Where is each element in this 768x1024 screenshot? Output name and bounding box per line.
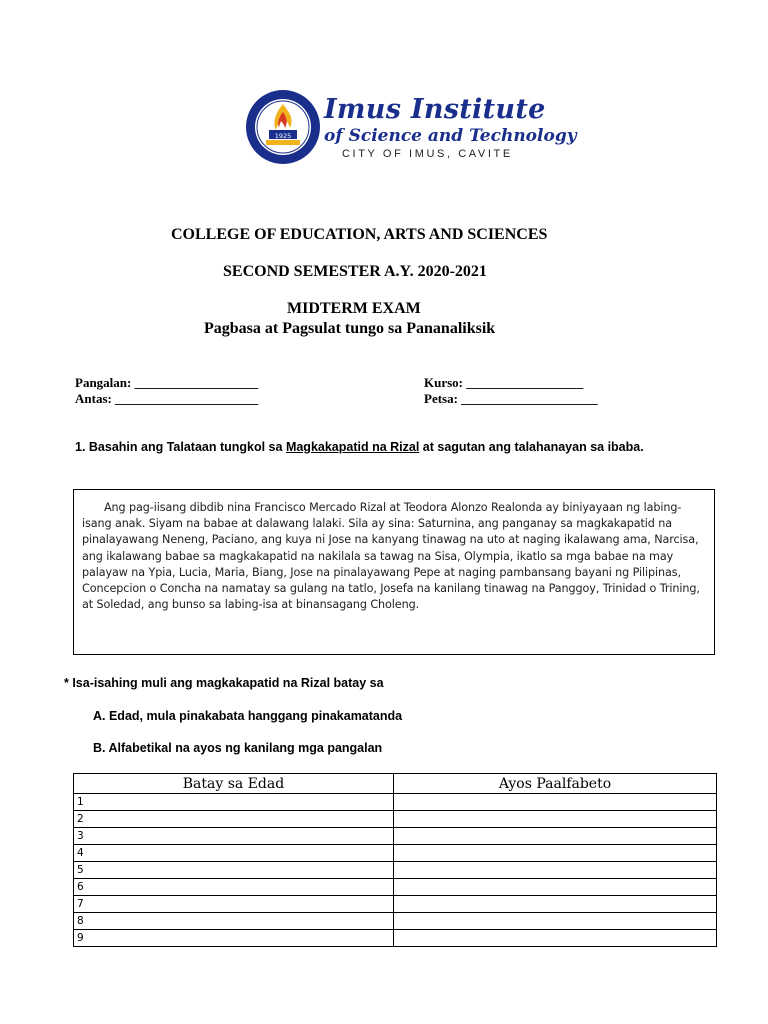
semester-heading: SECOND SEMESTER A.Y. 2020-2021 [223, 263, 487, 280]
task-instruction: * Isa-isahing muli ang magkakapatid na Rizal batay sa [64, 676, 384, 690]
table-row [74, 862, 717, 879]
pangalan-field[interactable]: Pangalan: ___________________ [75, 375, 259, 390]
instruction-text: 1. Basahin ang Talataan tungkol sa Magkakapatid na Rizal at sagutan ang talahanayan sa ibaba. [75, 440, 644, 454]
story-passage: Ang pag-iisang dibdib nina Francisco Mercado Rizal at Teodora Alonzo Realonda ay biniyayaan ng labing-isang anak. Siyam na babae at dalawang lalaki. Sila ay sina: Saturnina, ang panganay sa magkakapatid na pinalayawang Neneng, Paciano, ang kuya ni Jose na kanyang tinawag na uto at naging ikalawang ama, Narcisa, ang ikalawang babae sa magkakapatid na nakilala sa tawag na Sisa, Olympia, ikatlo sa mga babae na may palayaw na Ypia, Lucia, Maria, Biang, Jose na pinalayawang Pepe at naging pambansang bayani ng Pilipinas, Concepcion o Concha na namatay sa gulang na tatlo, Josefa na kanilang tinawag na Panggoy, Trinidad o Trining, at Soledad, ang bunso sa labing-isa at binansagang Choleng. [73, 489, 715, 655]
table-row [74, 811, 717, 828]
college-heading: COLLEGE OF EDUCATION, ARTS AND SCIENCES [171, 226, 548, 243]
row-number[interactable]: 6 [74, 879, 394, 896]
task-item-b: B. Alfabetikal na ayos ng kanilang mga pangalan [93, 741, 383, 755]
row-number[interactable]: 1 [74, 794, 394, 811]
answer-cell[interactable] [394, 845, 717, 862]
answer-table [73, 773, 717, 947]
row-number[interactable]: 9 [74, 930, 394, 947]
table-row [74, 794, 717, 811]
seal-year: 1925 [274, 132, 292, 140]
petsa-field[interactable]: Petsa: _____________________ [424, 391, 598, 406]
header-ayos-paalfabeto: Ayos Paalfabeto [394, 774, 717, 794]
table-row [74, 845, 717, 862]
table-header-row [74, 774, 717, 794]
answer-cell[interactable] [394, 930, 717, 947]
school-seal-icon [244, 88, 322, 166]
exam-heading: MIDTERM EXAM [287, 300, 421, 317]
row-number[interactable]: 8 [74, 913, 394, 930]
instruction-topic: Magkakapatid na Rizal [285, 440, 420, 454]
table-row [74, 913, 717, 930]
answer-cell[interactable] [394, 913, 717, 930]
antas-field[interactable]: Antas: ______________________ [75, 391, 259, 406]
answer-cell[interactable] [394, 896, 717, 913]
table-row [74, 828, 717, 845]
task-item-a: A. Edad, mula pinakabata hanggang pinakamatanda [93, 709, 403, 723]
header-batay-sa-edad: Batay sa Edad [74, 774, 394, 794]
kurso-field[interactable]: Kurso: __________________ [424, 375, 584, 390]
row-number[interactable]: 4 [74, 845, 394, 862]
table-row [74, 930, 717, 947]
answer-cell[interactable] [394, 879, 717, 896]
row-number[interactable]: 5 [74, 862, 394, 879]
answer-cell[interactable] [394, 794, 717, 811]
school-name: Imus Institute [324, 94, 546, 125]
table-row [74, 896, 717, 913]
table-row [74, 879, 717, 896]
row-number[interactable]: 3 [74, 828, 394, 845]
answer-cell[interactable] [394, 862, 717, 879]
school-logo [244, 88, 577, 170]
school-subtitle: of Science and Technology [324, 126, 577, 146]
row-number[interactable]: 2 [74, 811, 394, 828]
answer-cell[interactable] [394, 811, 717, 828]
row-number[interactable]: 7 [74, 896, 394, 913]
school-city: CITY OF IMUS, CAVITE [342, 148, 513, 160]
subject-heading: Pagbasa at Pagsulat tungo sa Pananaliksik [204, 320, 496, 337]
answer-cell[interactable] [394, 828, 717, 845]
